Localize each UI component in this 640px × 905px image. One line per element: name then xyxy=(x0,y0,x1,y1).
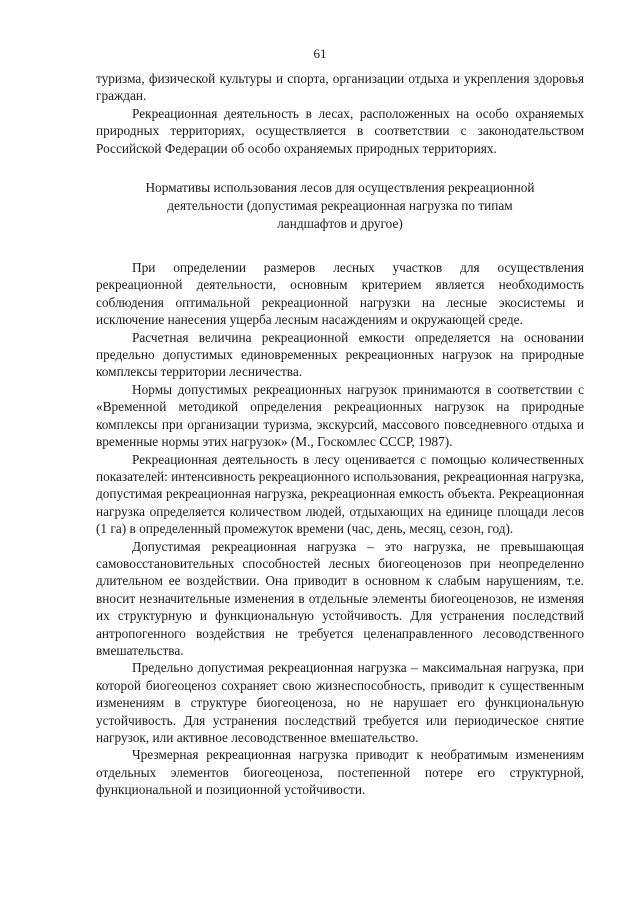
paragraph-excessive-load: Чрезмерная рекреационная нагрузка приводит к необратимым изменениям отдельных элементов биогеоценоза, постепенной потере его структурной, функциональной и позиционной устойчивости. xyxy=(96,747,584,798)
paragraph-continuation: туризма, физической культуры и спорта, организации отдыха и укрепления здоровья граждан. xyxy=(96,71,584,104)
document-body xyxy=(96,70,584,799)
section-heading: Нормативы использования лесов для осуществления рекреационной деятельности (допустимая рекреационная нагрузка по типам ландшафтов и другое) xyxy=(145,180,535,232)
paragraph-load-norms: Нормы допустимых рекреационных нагрузок принимаются в соответствии с «Временной методикой определения рекреационных нагрузок на природные комплексы при организации туризма, экскурсий, массового повседневного отдыха и временные нормы этих нагрузок» (М., Госкомлес СССР, 1987). xyxy=(96,381,584,450)
paragraph-recreational-capacity: Расчетная величина рекреационной емкости определяется на основании предельно допустимых единовременных рекреационных нагрузок на природные комплексы территории лесничества. xyxy=(96,329,584,380)
paragraph-permissible-load: Допустимая рекреационная нагрузка – это нагрузка, не превышающая самовосстановительных способностей лесных биогеоценозов при неопределенно длительном ее воздействии. Она приводит в основном к слабым нарушениям, т.е. вносит незначительные изменения в отдельные элементы биогеоценозов, не изменяя их структурную и функциональную устойчивость. Для устранения последствий антропогенного воздействия не требуется целенаправленного лесоводственного вмешательства. xyxy=(96,538,584,658)
paragraph-max-permissible-load: Предельно допустимая рекреационная нагрузка – максимальная нагрузка, при которой биогеоценоз сохраняет свою жизнеспособность, приводит к существенным изменениям в структуре биогеоценоза, но не нарушает его функциональную устойчивость. Для устранения последствий требуется или периодическое снятие нагрузок, или активное лесоводственное вмешательство. xyxy=(96,660,584,745)
paragraph-assessment: Рекреационная деятельность в лесу оценивается с помощью количественных показателей: интенсивность рекреационного использования, рекреационная нагрузка, допустимая рекреационная нагрузка, рекреационная емкость объекта. Рекреационная нагрузка определяется количеством людей, отдыхающих на единице площади лесов (1 га) в определенный промежуток времени (час, день, месяц, сезон, год). xyxy=(96,451,584,537)
page-number: 61 xyxy=(313,46,327,61)
paragraph-plot-size: При определении размеров лесных участков для осуществления рекреационной деятельности, основным критерием является необходимость соблюдения оптимальной рекреационной нагрузки на лесные экосистемы и исключение нанесения ущерба лесным насаждениям и окружающей среде. xyxy=(96,260,584,328)
paragraph-protected-territories: Рекреационная деятельность в лесах, расположенных на особо охраняемых природных территориях, осуществляется в соответствии с законодательством Российской Федерации об особо охраняемых природных территориях. xyxy=(96,105,584,156)
